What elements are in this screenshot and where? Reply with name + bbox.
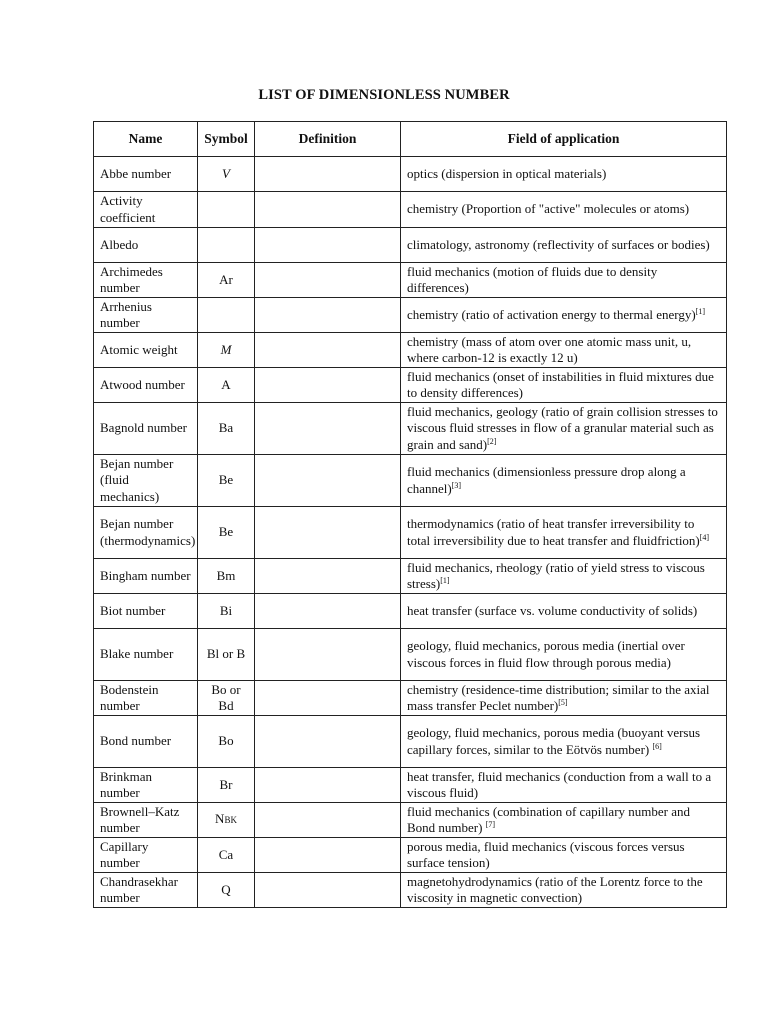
table-row [94,298,727,333]
cell-definition [255,263,401,298]
table-row [94,768,727,803]
reference-marker: [1] [440,576,450,585]
cell-symbol: Ar [198,263,255,298]
cell-field [401,403,727,455]
cell-field [401,716,727,768]
dimensionless-numbers-table [93,121,727,908]
cell-name: Chandrasekhar number [94,873,198,908]
cell-definition [255,298,401,333]
symbol-subscript: BK [224,815,237,826]
cell-symbol: A [198,368,255,403]
cell-symbol: Bi [198,594,255,629]
reference-marker: [5] [558,698,568,707]
field-text: geology, fluid mechanics, porous media (inertial over viscous forces in fluid flow through porous media) [407,638,685,670]
cell-definition [255,873,401,908]
header-field: Field of application [401,122,727,157]
cell-field [401,298,727,333]
cell-name: Albedo [94,228,198,263]
table-row [94,803,727,838]
cell-definition [255,838,401,873]
cell-field [401,368,727,403]
table-row [94,594,727,629]
cell-name: Arrhenius number [94,298,198,333]
cell-name: Bagnold number [94,403,198,455]
table-row [94,157,727,192]
cell-symbol: Br [198,768,255,803]
reference-marker: [2] [487,436,497,446]
cell-symbol: Be [198,455,255,507]
cell-name: Blake number [94,629,198,681]
field-text: geology, fluid mechanics, porous media (buoyant versus capillary forces, similar to the Eötvös number) [407,725,701,757]
cell-name: Bodenstein number [94,681,198,716]
reference-marker: [7] [485,820,496,829]
cell-field [401,455,727,507]
cell-definition [255,803,401,838]
cell-name: Brownell–Katz number [94,803,198,838]
cell-name: Brinkman number [94,768,198,803]
cell-field [401,228,727,263]
cell-field [401,263,727,298]
field-text: heat transfer, fluid mechanics (conduction from a wall to a viscous fluid) [407,768,712,800]
cell-symbol: M [198,333,255,368]
cell-definition [255,768,401,803]
field-text: fluid mechanics (combination of capillary number and Bond number) [407,803,691,835]
cell-definition [255,594,401,629]
cell-definition [255,507,401,559]
cell-definition [255,333,401,368]
field-text: fluid mechanics (onset of instabilities in fluid mixtures due to density differences) [407,368,714,400]
cell-symbol: Q [198,873,255,908]
table-row [94,838,727,873]
table-row [94,228,727,263]
cell-symbol: Ba [198,403,255,455]
table-header-row [94,122,727,157]
table-row [94,455,727,507]
cell-definition [255,157,401,192]
cell-definition [255,681,401,716]
cell-definition [255,629,401,681]
cell-definition [255,403,401,455]
field-text: fluid mechanics (dimensionless pressure drop along a channel) [407,464,686,496]
cell-name: Bejan number (thermodynamics) [94,507,198,559]
cell-field [401,873,727,908]
field-text: fluid mechanics, rheology (ratio of yield stress to viscous stress) [407,559,705,591]
table-row [94,629,727,681]
cell-name: Bingham number [94,559,198,594]
cell-field [401,681,727,716]
cell-symbol [198,228,255,263]
header-definition: Definition [255,122,401,157]
cell-definition [255,228,401,263]
field-text: chemistry (Proportion of "active" molecules or atoms) [407,201,690,217]
table-row [94,403,727,455]
field-text: fluid mechanics, geology (ratio of grain collision stresses to viscous fluid stresses in flow of a granular material such as grain and sand) [407,403,718,452]
cell-field [401,507,727,559]
cell-field [401,157,727,192]
cell-field [401,768,727,803]
field-text: thermodynamics (ratio of heat transfer irreversibility to total irreversibility due to heat transfer and fluidfriction) [407,516,700,548]
field-text: porous media, fluid mechanics (viscous forces versus surface tension) [407,838,685,870]
cell-field [401,559,727,594]
table-row [94,333,727,368]
field-text: magnetohydrodynamics (ratio of the Lorentz force to the viscosity in magnetic convection) [407,873,703,905]
cell-name: Abbe number [94,157,198,192]
cell-symbol: Bo [198,716,255,768]
reference-marker: [1] [695,306,705,316]
cell-field [401,333,727,368]
cell-name: Atwood number [94,368,198,403]
cell-name: Bejan number (fluid mechanics) [94,455,198,507]
table-row [94,559,727,594]
header-name: Name [94,122,198,157]
reference-marker: [6] [652,741,662,751]
cell-definition [255,455,401,507]
cell-field [401,192,727,228]
table-row [94,681,727,716]
cell-name: Biot number [94,594,198,629]
cell-symbol [198,298,255,333]
reference-marker: [4] [699,532,710,542]
field-text: optics (dispersion in optical materials) [407,165,607,181]
cell-symbol: V [198,157,255,192]
reference-marker: [3] [451,480,462,490]
cell-name: Bond number [94,716,198,768]
symbol-text: N [215,811,225,827]
field-text: heat transfer (surface vs. volume conductivity of solids) [407,602,698,618]
table-row [94,716,727,768]
cell-field [401,838,727,873]
table-row [94,368,727,403]
cell-symbol: Bo or Bd [198,681,255,716]
cell-name: Activity coefficient [94,192,198,228]
cell-symbol [198,803,255,838]
cell-name: Capillary number [94,838,198,873]
header-symbol: Symbol [198,122,255,157]
cell-symbol: Ca [198,838,255,873]
field-text: chemistry (mass of atom over one atomic mass unit, u, where carbon-12 is exactly 12 u) [407,333,692,365]
table-row [94,507,727,559]
page-title: LIST OF DIMENSIONLESS NUMBER [258,87,510,103]
cell-definition [255,192,401,228]
cell-name: Atomic weight [94,333,198,368]
field-text: climatology, astronomy (reflectivity of surfaces or bodies) [407,236,710,252]
cell-symbol: Bl or B [198,629,255,681]
field-text: chemistry (residence-time distribution; similar to the axial mass transfer Peclet number) [407,681,710,713]
cell-definition [255,716,401,768]
cell-field [401,629,727,681]
cell-symbol: Bm [198,559,255,594]
cell-definition [255,368,401,403]
table-row [94,192,727,228]
table-row [94,263,727,298]
cell-field [401,803,727,838]
field-text: fluid mechanics (motion of fluids due to density differences) [407,263,658,295]
cell-symbol [198,192,255,228]
cell-field [401,594,727,629]
cell-definition [255,559,401,594]
cell-symbol: Be [198,507,255,559]
table-row [94,873,727,908]
field-text: chemistry (ratio of activation energy to thermal energy) [407,306,696,322]
cell-name: Archimedes number [94,263,198,298]
